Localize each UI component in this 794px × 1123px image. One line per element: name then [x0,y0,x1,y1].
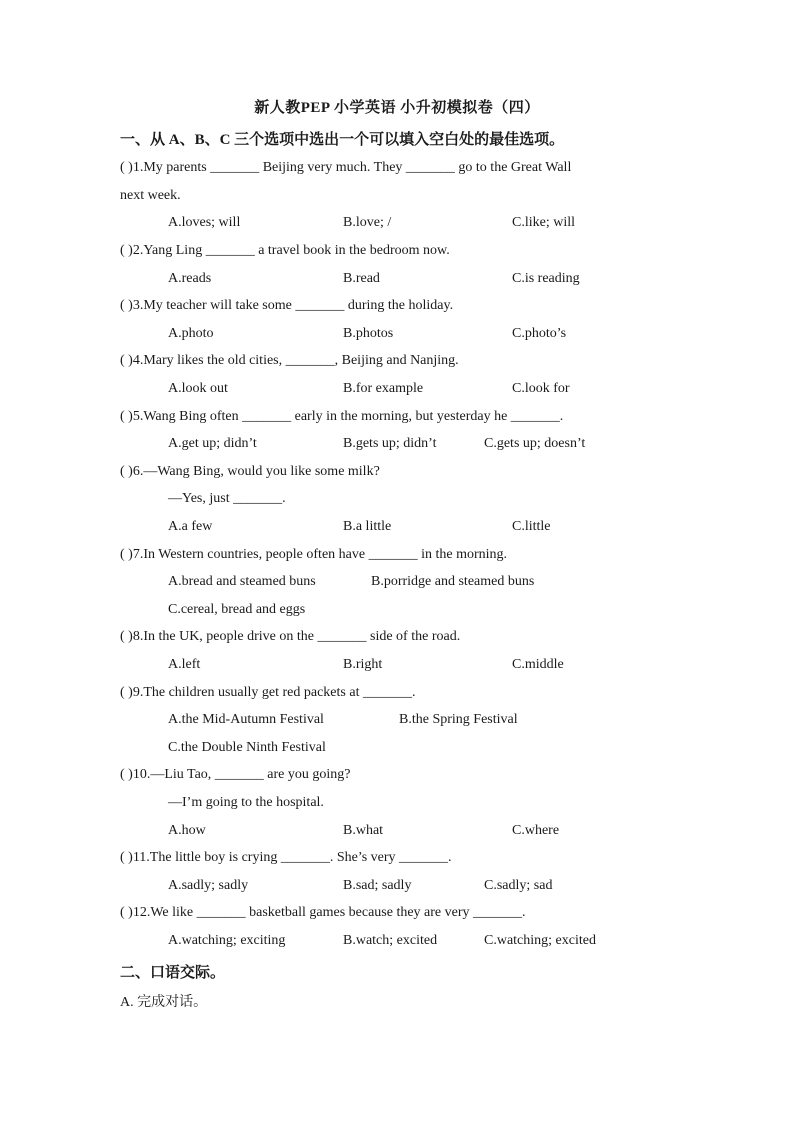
q3-option-b: B.photos [343,326,394,341]
q9-option-c: C.the Double Ninth Festival [168,740,326,755]
q3-option-a: A.photo [168,326,214,341]
q12-option-b: B.watch; excited [343,933,438,948]
q8-option-c: C.middle [512,657,564,672]
question-6-reply: —Yes, just _______. [168,491,286,506]
question-11: ( )11.The little boy is crying _______. She’s very _______. [120,850,452,865]
q4-option-b: B.for example [343,381,424,396]
q1-option-a: A.loves; will [168,215,241,230]
question-3: ( )3.My teacher will take some _______ during the holiday. [120,298,454,313]
q7-option-b: B.porridge and steamed buns [371,574,535,589]
q2-option-a: A.reads [168,271,212,286]
q10-option-b: B.what [343,823,384,838]
q4-option-c: C.look for [512,381,570,396]
q12-option-c: C.watching; excited [484,933,596,948]
q11-option-a: A.sadly; sadly [168,878,249,893]
question-1-continuation: next week. [120,188,181,203]
question-1: ( )1.My parents _______ Beijing very much. They _______ go to the Great Wall [120,160,572,175]
question-2: ( )2.Yang Ling _______ a travel book in the bedroom now. [120,243,450,258]
question-5: ( )5.Wang Bing often _______ early in the morning, but yesterday he _______. [120,409,564,424]
q10-option-c: C.where [512,823,560,838]
page-title: 新人教PEP 小学英语 小升初模拟卷（四） [254,100,540,116]
q8-option-a: A.left [168,657,201,672]
q11-option-b: B.sad; sadly [343,878,412,893]
q6-option-b: B.a little [343,519,392,534]
q9-option-b: B.the Spring Festival [399,712,518,727]
question-9: ( )9.The children usually get red packets at _______. [120,685,416,700]
q10-option-a: A.how [168,823,206,838]
q11-option-c: C.sadly; sad [484,878,553,893]
q6-option-c: C.little [512,519,551,534]
q4-option-a: A.look out [168,381,228,396]
section-2-part-a: A. 完成对话。 [120,995,208,1010]
q6-option-a: A.a few [168,519,213,534]
question-10-reply: —I’m going to the hospital. [168,795,324,810]
q3-option-c: C.photo’s [512,326,567,341]
q12-option-a: A.watching; exciting [168,933,286,948]
q1-option-b: B.love; / [343,215,392,230]
q5-option-a: A.get up; didn’t [168,436,257,451]
question-12: ( )12.We like _______ basketball games because they are very _______. [120,905,526,920]
q1-option-c: C.like; will [512,215,575,230]
question-7: ( )7.In Western countries, people often have _______ in the morning. [120,547,508,562]
q9-option-a: A.the Mid-Autumn Festival [168,712,324,727]
question-4: ( )4.Mary likes the old cities, _______, Beijing and Nanjing. [120,353,459,368]
q7-option-c: C.cereal, bread and eggs [168,602,306,617]
q5-option-c: C.gets up; doesn’t [484,436,586,451]
q8-option-b: B.right [343,657,383,672]
q5-option-b: B.gets up; didn’t [343,436,437,451]
section-2-heading: 二、口语交际。 [120,965,226,981]
q7-option-a: A.bread and steamed buns [168,574,316,589]
q2-option-b: B.read [343,271,380,286]
section-1-heading: 一、从 A、B、C 三个选项中选出一个可以填入空白处的最佳选项。 [120,132,565,148]
q2-option-c: C.is reading [512,271,580,286]
question-6: ( )6.—Wang Bing, would you like some milk? [120,464,380,479]
question-10: ( )10.—Liu Tao, _______ are you going? [120,767,351,782]
question-8: ( )8.In the UK, people drive on the _______ side of the road. [120,629,461,644]
